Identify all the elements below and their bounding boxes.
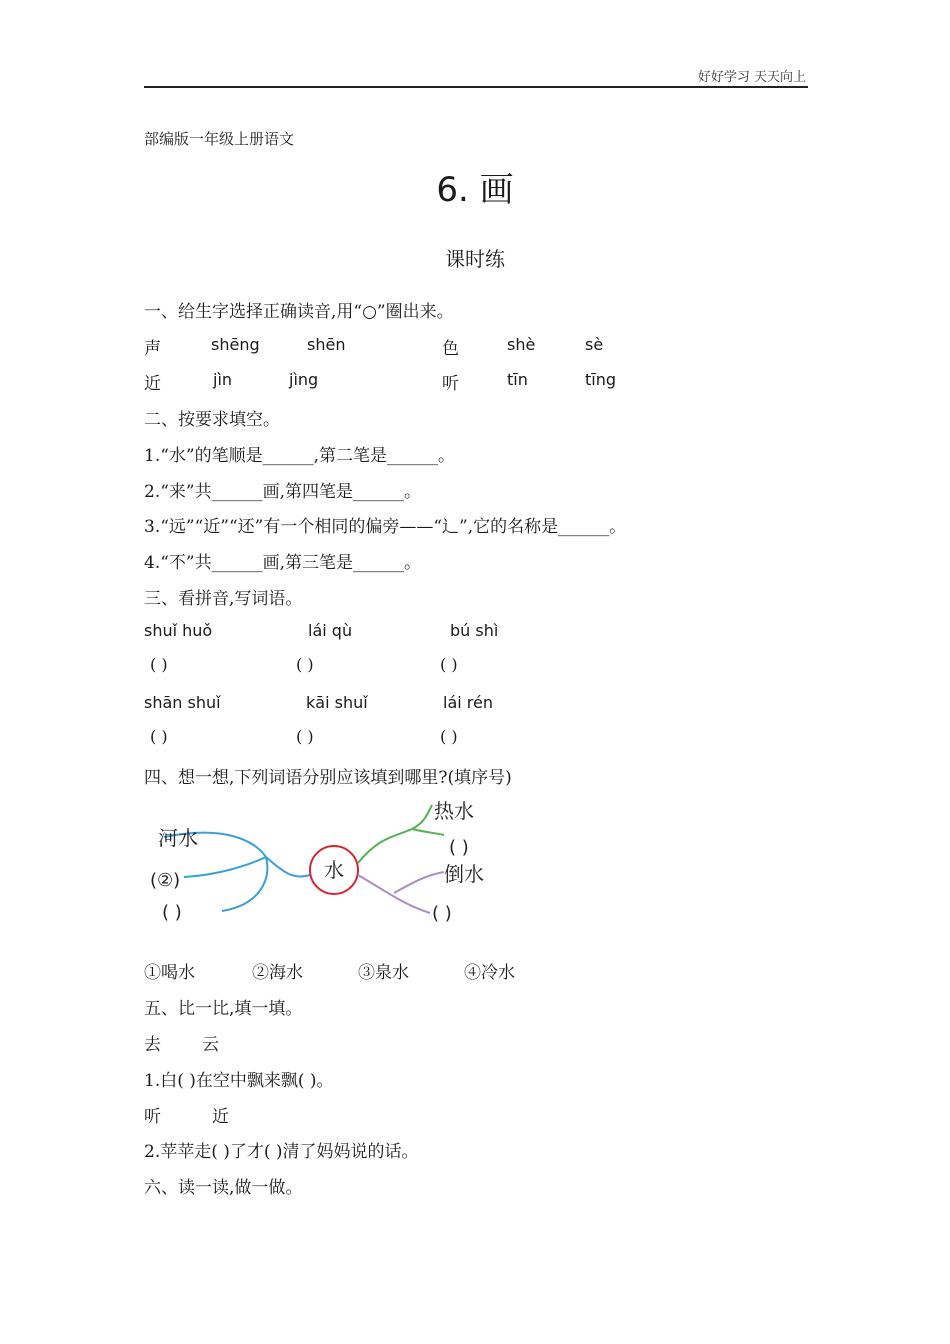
- section2-heading: 二、按要求填空。: [144, 410, 280, 430]
- pinyin-option[interactable]: tīng: [585, 370, 617, 389]
- answer-blank[interactable]: ( ): [440, 655, 458, 674]
- option-item: ①喝水: [144, 963, 195, 983]
- char: 声: [144, 339, 161, 359]
- pinyin-option[interactable]: shè: [507, 335, 536, 354]
- right-bottom-blank[interactable]: ( ): [432, 903, 452, 924]
- center-word: 水: [324, 858, 344, 882]
- option-item: ③泉水: [358, 963, 409, 983]
- answer-blank[interactable]: ( ): [296, 727, 314, 746]
- compare-char: 近: [212, 1107, 229, 1127]
- pinyin-option[interactable]: sè: [585, 335, 604, 354]
- document-subtitle: 部编版一年级上册语文: [144, 130, 295, 148]
- fill-item[interactable]: 1.白( )在空中飘来飘( )。: [144, 1071, 334, 1091]
- header-rule: [144, 86, 808, 88]
- char: 近: [144, 374, 161, 394]
- option-item: ④冷水: [464, 963, 515, 983]
- answer-blank[interactable]: ( ): [150, 727, 168, 746]
- fill-item[interactable]: 2.苹苹走( )了才( )清了妈妈说的话。: [144, 1142, 419, 1162]
- char: 听: [442, 374, 459, 394]
- section5-heading: 五、比一比,填一填。: [144, 999, 303, 1019]
- option-item: ②海水: [252, 963, 303, 983]
- lesson-label: 课时练: [445, 247, 505, 271]
- page-title: 6. 画: [436, 170, 514, 210]
- left-answer-blank[interactable]: ( ): [162, 902, 182, 923]
- left-branch: [184, 857, 266, 877]
- pinyin-option[interactable]: shēng: [211, 335, 260, 354]
- compare-char: 去: [144, 1035, 161, 1055]
- section1-heading: 一、给生字选择正确读音,用“○”圈出来。: [144, 302, 454, 322]
- fill-item[interactable]: 3.“远”“近”“还”有一个相同的偏旁——“辶”,它的名称是______。: [144, 517, 627, 537]
- answer-blank[interactable]: ( ): [150, 655, 168, 674]
- top-branch: [358, 829, 412, 863]
- pinyin-word: shān shuǐ: [144, 693, 221, 712]
- left-answer: (②): [150, 870, 181, 891]
- char: 色: [442, 339, 459, 359]
- left-branch: [266, 857, 310, 877]
- fill-item[interactable]: 4.“不”共______画,第三笔是______。: [144, 553, 422, 573]
- header-motto: 好好学习 天天向上: [697, 70, 806, 85]
- pinyin-word: bú shì: [450, 621, 499, 640]
- right-top-word: 热水: [434, 799, 474, 823]
- right-top-blank[interactable]: ( ): [449, 837, 469, 858]
- top-branch: [412, 829, 444, 835]
- bottom-branch: [394, 872, 444, 893]
- answer-blank[interactable]: ( ): [440, 727, 458, 746]
- pinyin-option[interactable]: jìn: [213, 370, 233, 389]
- section6-heading: 六、读一读,做一做。: [144, 1178, 303, 1198]
- word-mind-map: [144, 795, 524, 935]
- pinyin-option[interactable]: shēn: [307, 335, 346, 354]
- top-branch: [412, 805, 432, 829]
- section4-heading: 四、想一想,下列词语分别应该填到哪里?(填序号): [144, 768, 512, 788]
- pinyin-option[interactable]: jìng: [289, 370, 319, 389]
- fill-item[interactable]: 2.“来”共______画,第四笔是______。: [144, 482, 422, 502]
- pinyin-word: shuǐ huǒ: [144, 621, 213, 640]
- right-bottom-word: 倒水: [444, 862, 484, 886]
- left-word: 河水: [158, 826, 198, 850]
- pinyin-option[interactable]: tīn: [507, 370, 528, 389]
- compare-char: 云: [202, 1035, 219, 1055]
- pinyin-word: lái qù: [308, 621, 353, 640]
- answer-blank[interactable]: ( ): [296, 655, 314, 674]
- fill-item[interactable]: 1.“水”的笔顺是______,第二笔是______。: [144, 446, 456, 466]
- pinyin-word: lái rén: [443, 693, 493, 712]
- section3-heading: 三、看拼音,写词语。: [144, 589, 303, 609]
- pinyin-word: kāi shuǐ: [306, 693, 368, 712]
- compare-char: 听: [144, 1107, 161, 1127]
